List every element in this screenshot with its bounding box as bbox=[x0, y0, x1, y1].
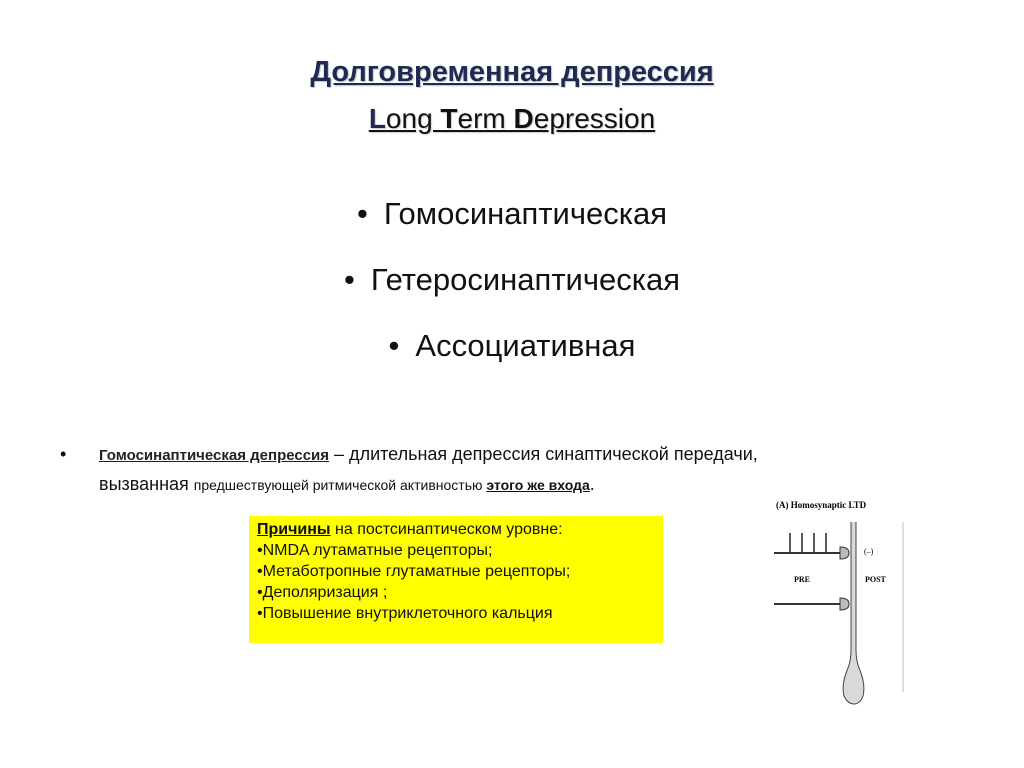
depression-sign: (–) bbox=[864, 547, 874, 556]
list-item-label: Ассоциативная bbox=[415, 328, 636, 363]
synaptic-terminal-upper bbox=[840, 547, 849, 559]
definition-end: . bbox=[589, 474, 595, 494]
list-item bbox=[0, 254, 1024, 320]
list-item-label: Гомосинаптическая bbox=[383, 196, 667, 231]
subtitle-part-erm: erm bbox=[457, 103, 514, 134]
bullet-dot: • bbox=[356, 196, 368, 231]
bullet-dot: • bbox=[60, 444, 67, 464]
cause-item: •Деполяризация ; bbox=[257, 584, 388, 601]
causes-header-rest: на постсинаптическом уровне: bbox=[330, 521, 563, 538]
ltd-types-list bbox=[0, 188, 1024, 386]
subtitle-letter-d: D bbox=[513, 103, 534, 134]
causes-box bbox=[249, 516, 663, 643]
synaptic-terminal-lower bbox=[840, 598, 849, 610]
bullet-dot: • bbox=[344, 262, 355, 297]
cause-item: •Повышение внутриклеточного кальция bbox=[257, 605, 553, 622]
slide-subtitle bbox=[0, 103, 1024, 135]
slide-title: Долговременная депрессия bbox=[310, 56, 714, 88]
diagram-caption: (A) Homosynaptic LTD bbox=[776, 500, 867, 510]
label-post: POST bbox=[865, 575, 886, 584]
definition-paragraph bbox=[60, 440, 920, 499]
definition-term: Гомосинаптическая депрессия bbox=[99, 447, 330, 464]
definition-text-small: предшествующей ритмической активностью bbox=[193, 477, 487, 493]
definition-line-1 bbox=[60, 440, 920, 470]
subtitle-part-ong: ong bbox=[385, 103, 441, 134]
list-item bbox=[0, 188, 1024, 254]
definition-text: – длительная депрессия синаптической передачи, bbox=[329, 444, 758, 464]
list-item bbox=[0, 320, 1024, 386]
subtitle-letter-t: T bbox=[440, 103, 458, 134]
definition-text-start: вызванная bbox=[99, 474, 194, 494]
cause-item: •Метаботропные глутаматные рецепторы; bbox=[257, 563, 571, 580]
cause-item: •NMDA лутаматные рецепторы; bbox=[257, 542, 493, 559]
definition-source: этого же входа bbox=[486, 477, 590, 493]
causes-header bbox=[257, 519, 655, 540]
homosynaptic-ltd-diagram bbox=[768, 492, 908, 717]
subtitle-letter-l: L bbox=[368, 103, 386, 134]
causes-header-bold: Причины bbox=[257, 521, 331, 538]
label-pre: PRE bbox=[794, 575, 810, 584]
subtitle-part-epression: epression bbox=[533, 103, 656, 134]
list-item-label: Гетеросинаптическая bbox=[370, 262, 680, 297]
bullet-dot: • bbox=[388, 328, 400, 363]
